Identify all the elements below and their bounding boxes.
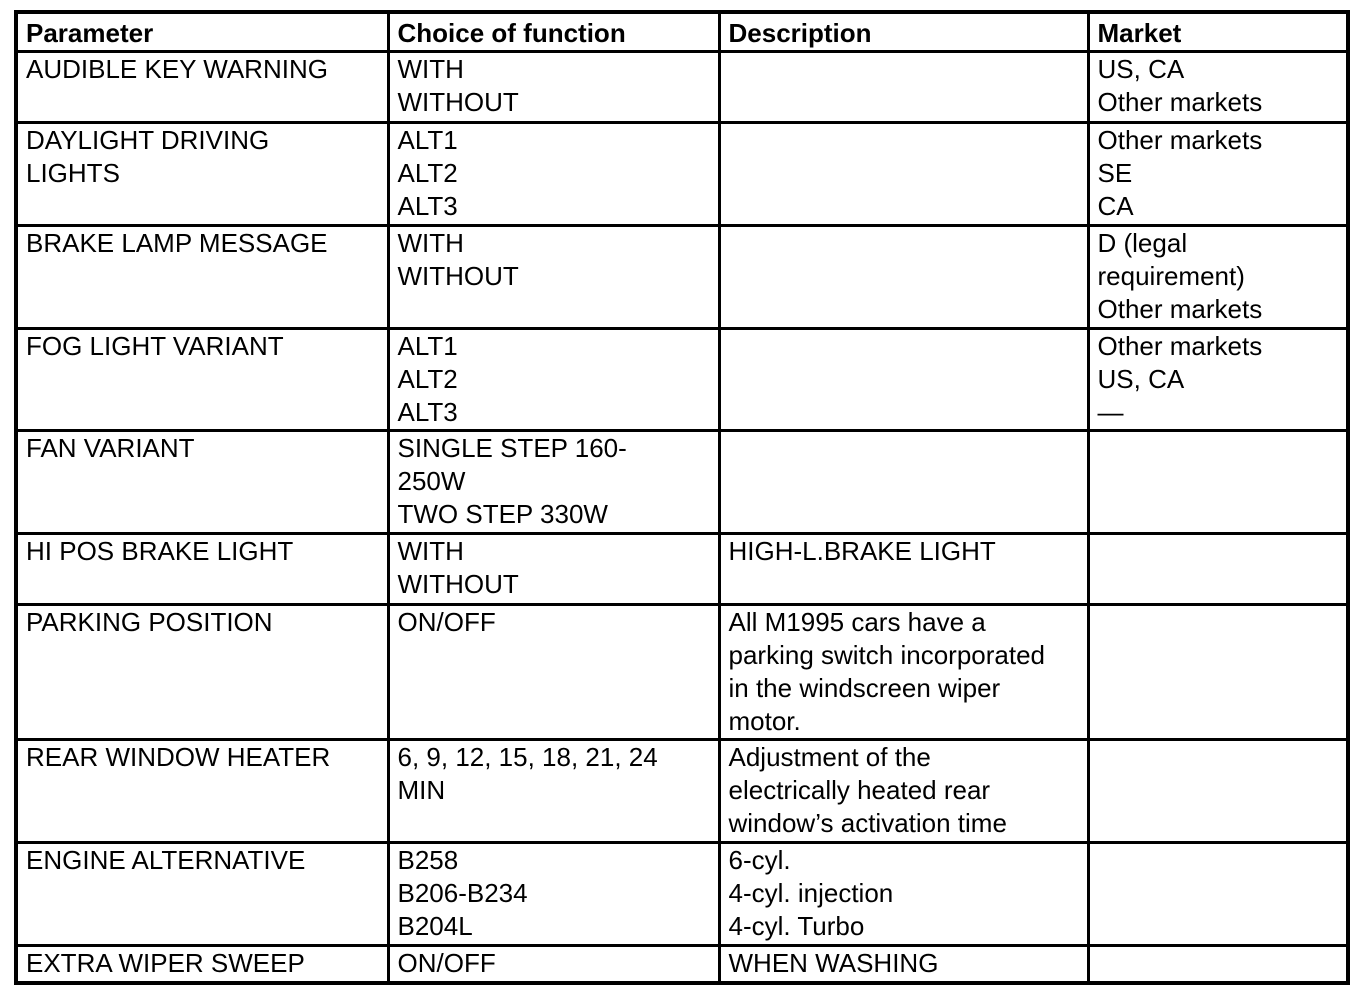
parameter-cell [16,329,388,431]
cell-line: ALT3 [397,397,458,427]
cell-line: TWO STEP 330W [397,499,608,529]
cell-line: LIGHTS [26,158,120,188]
cell-line: WITH [397,228,464,258]
cell-line: ON/OFF [397,948,496,978]
cell-line: ALT1 [397,331,458,361]
choice-cell [388,534,719,605]
table-row [16,226,1348,329]
market-cell [1088,123,1348,226]
cell-line: ALT3 [397,191,458,221]
cell-line: HI POS BRAKE LIGHT [26,536,294,566]
choice-cell [388,431,719,534]
cell-line: 6-cyl. [728,845,791,875]
cell-line: HIGH-L.BRAKE LIGHT [728,536,996,566]
cell-line: requirement) [1097,261,1245,291]
cell-line: window’s activation time [728,808,1007,838]
table-row [16,843,1348,946]
cell-line: ON/OFF [397,607,496,637]
cell-line: 4-cyl. injection [728,878,894,908]
description-cell [719,52,1088,123]
cell-line: D (legal [1097,228,1188,258]
cell-line: Other markets [1097,87,1263,117]
parameter-sheet [14,10,1346,985]
market-cell [1088,946,1348,984]
table-row [16,534,1348,605]
cell-line: 4-cyl. Turbo [728,911,865,941]
header-parameter: Parameter [16,12,388,52]
market-cell [1088,226,1348,329]
cell-line: B258 [397,845,459,875]
parameter-cell [16,226,388,329]
market-cell [1088,52,1348,123]
table-row [16,740,1348,843]
market-cell [1088,605,1348,740]
cell-line: 6, 9, 12, 15, 18, 21, 24 [397,742,658,772]
cell-line: Other markets [1097,331,1263,361]
parameter-table [14,10,1350,985]
cell-line: MIN [397,775,446,805]
cell-line: B204L [397,911,473,941]
table-row [16,329,1348,431]
header-description: Description [719,12,1088,52]
table-row [16,605,1348,740]
cell-line: FOG LIGHT VARIANT [26,331,284,361]
parameter-cell [16,843,388,946]
cell-line: SINGLE STEP 160- [397,433,627,463]
description-cell [719,226,1088,329]
cell-line: motor. [728,706,801,736]
parameter-cell [16,52,388,123]
choice-cell [388,226,719,329]
choice-cell [388,123,719,226]
cell-line: ENGINE ALTERNATIVE [26,845,306,875]
cell-line: CA [1097,191,1134,221]
description-cell [719,946,1088,984]
parameter-cell [16,123,388,226]
cell-line: BRAKE LAMP MESSAGE [26,228,328,258]
cell-line: DAYLIGHT DRIVING [26,125,270,155]
cell-line: WITHOUT [397,569,519,599]
choice-cell [388,843,719,946]
table-row [16,946,1348,984]
cell-line: WITH [397,536,464,566]
choice-cell [388,740,719,843]
description-cell [719,431,1088,534]
description-cell [719,329,1088,431]
header-market: Market [1088,12,1348,52]
market-cell [1088,534,1348,605]
choice-cell [388,329,719,431]
cell-line: PARKING POSITION [26,607,273,637]
cell-line: All M1995 cars have a [728,607,986,637]
cell-line: parking switch incorporated [728,640,1045,670]
cell-line: ALT1 [397,125,458,155]
cell-line: electrically heated rear [728,775,991,805]
cell-line: AUDIBLE KEY WARNING [26,54,328,84]
parameter-cell [16,534,388,605]
cell-line: US, CA [1097,54,1185,84]
parameter-cell [16,605,388,740]
description-cell [719,740,1088,843]
cell-line: WITH [397,54,464,84]
cell-line: Adjustment of the [728,742,931,772]
description-cell [719,123,1088,226]
table-row [16,431,1348,534]
cell-line: Other markets [1097,125,1263,155]
table-row [16,123,1348,226]
description-cell [719,843,1088,946]
cell-line: — [1097,397,1124,427]
cell-line: B206-B234 [397,878,528,908]
market-cell [1088,329,1348,431]
cell-line: in the windscreen wiper [728,673,1001,703]
cell-line: WITHOUT [397,87,519,117]
cell-line: REAR WINDOW HEATER [26,742,331,772]
cell-line: WHEN WASHING [728,948,939,978]
description-cell [719,534,1088,605]
market-cell [1088,740,1348,843]
cell-line: US, CA [1097,364,1185,394]
choice-cell [388,946,719,984]
choice-cell [388,605,719,740]
table-row [16,52,1348,123]
table-header-row [16,12,1348,52]
description-cell [719,605,1088,740]
cell-line: Other markets [1097,294,1263,324]
cell-line: EXTRA WIPER SWEEP [26,948,305,978]
cell-line: 250W [397,466,466,496]
cell-line: SE [1097,158,1133,188]
parameter-cell [16,740,388,843]
cell-line: WITHOUT [397,261,519,291]
cell-line: ALT2 [397,364,458,394]
choice-cell [388,52,719,123]
parameter-cell [16,946,388,984]
parameter-cell [16,431,388,534]
market-cell [1088,843,1348,946]
cell-line: ALT2 [397,158,458,188]
market-cell [1088,431,1348,534]
cell-line: FAN VARIANT [26,433,195,463]
header-choice-of-function: Choice of function [388,12,719,52]
